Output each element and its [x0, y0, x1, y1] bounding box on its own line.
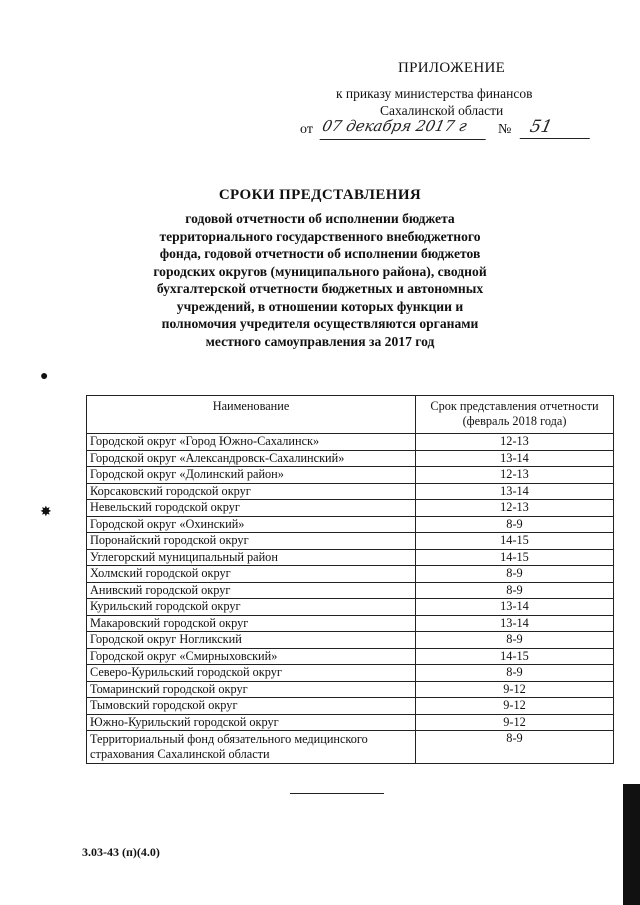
table-row [87, 615, 614, 632]
header-term-line2: (февраль 2018 года) [462, 414, 567, 428]
scan-hole-mark-icon: ● [40, 369, 49, 384]
row-name: Городской округ «Смирныховский» [87, 648, 416, 665]
order-date-number-row [300, 117, 600, 141]
appendix-order-reference: к приказу министерства финансов [336, 86, 533, 101]
appendix-region: Сахалинской области [380, 103, 504, 118]
row-term: 12-13 [416, 434, 614, 451]
row-name: Анивский городской округ [87, 582, 416, 599]
row-name: Макаровский городской округ [87, 615, 416, 632]
row-term: 8-9 [416, 632, 614, 649]
row-term: 14-15 [416, 533, 614, 550]
handwritten-number: 51 [520, 117, 595, 139]
row-term: 13-14 [416, 615, 614, 632]
row-name: Южно-Курильский городской округ [87, 714, 416, 731]
row-name: Холмский городской округ [87, 566, 416, 583]
header-term-line1: Срок представления отчетности [430, 399, 599, 413]
row-name: Томаринский городской округ [87, 681, 416, 698]
scan-edge-bar [623, 784, 640, 905]
document-subtitle: годовой отчетности об исполнении бюджета территориального государственного внебюджетного фонда, годовой отчетности об исполнении бюджетов городских округов (муниципального района), сводной бухгалтерской отчетности бюджетных и автономных учреждений, в отношении которых функции и полномочия учредителя осуществляются органами местного самоуправления за 2017 год [153, 211, 487, 349]
row-term: 13-14 [416, 450, 614, 467]
table-row [87, 500, 614, 517]
row-name: Тымовский городской округ [87, 698, 416, 715]
row-term: 13-14 [416, 599, 614, 616]
document-code: 3.03-43 (п)(4.0) [82, 845, 160, 859]
table-row [87, 467, 614, 484]
table-row [87, 533, 614, 550]
header-name [87, 396, 416, 434]
table-row [87, 698, 614, 715]
row-name-line2: страхования Сахалинской области [90, 747, 270, 761]
row-name: Городской округ «Охинский» [87, 516, 416, 533]
table-row [87, 582, 614, 599]
row-name: Курильский городской округ [87, 599, 416, 616]
deadlines-table [86, 395, 614, 764]
table-header-row [87, 396, 614, 434]
row-name: Городской округ Ногликский [87, 632, 416, 649]
row-term: 13-14 [416, 483, 614, 500]
table-row [87, 599, 614, 616]
table-row [87, 681, 614, 698]
row-term: 12-13 [416, 500, 614, 517]
row-name: Городской округ «Александровск-Сахалинский» [87, 450, 416, 467]
row-name: Невельский городской округ [87, 500, 416, 517]
table-row [87, 434, 614, 451]
row-term: 14-15 [416, 648, 614, 665]
row-name: Городской округ «Город Южно-Сахалинск» [87, 434, 416, 451]
header-term [416, 396, 614, 434]
header-name-label: Наименование [212, 399, 290, 413]
table-row [87, 549, 614, 566]
table-row [87, 516, 614, 533]
row-term: 12-13 [416, 467, 614, 484]
row-term: 8-9 [416, 582, 614, 599]
table-body [87, 434, 614, 731]
table-row [87, 632, 614, 649]
number-label: № [498, 122, 512, 137]
handwritten-date: 07 декабря 2017 г [320, 117, 491, 140]
document-title: СРОКИ ПРЕДСТАВЛЕНИЯ [218, 187, 422, 203]
row-term: 9-12 [416, 714, 614, 731]
row-term: 9-12 [416, 681, 614, 698]
table-row [87, 566, 614, 583]
row-term: 9-12 [416, 698, 614, 715]
table-row [87, 648, 614, 665]
table-row [87, 665, 614, 682]
row-name: Корсаковский городской округ [87, 483, 416, 500]
row-name: Углегорский муниципальный район [87, 549, 416, 566]
row-name: Городской округ «Долинский район» [87, 467, 416, 484]
table-row [87, 731, 614, 764]
row-term: 14-15 [416, 549, 614, 566]
row-name-line1: Территориальный фонд обязательного медицинского [90, 732, 368, 746]
row-term: 8-9 [416, 665, 614, 682]
row-term: 8-9 [416, 516, 614, 533]
appendix-title: ПРИЛОЖЕНИЕ [398, 60, 506, 76]
table-row [87, 714, 614, 731]
row-name [87, 731, 416, 764]
table-row [87, 450, 614, 467]
row-term: 8-9 [416, 731, 614, 764]
separator-line [290, 793, 384, 794]
scan-hole-mark-icon: ✸ [40, 505, 52, 520]
row-name: Поронайский городской округ [87, 533, 416, 550]
table-row [87, 483, 614, 500]
row-name: Северо-Курильский городской округ [87, 665, 416, 682]
row-term: 8-9 [416, 566, 614, 583]
from-label: от [300, 122, 313, 137]
